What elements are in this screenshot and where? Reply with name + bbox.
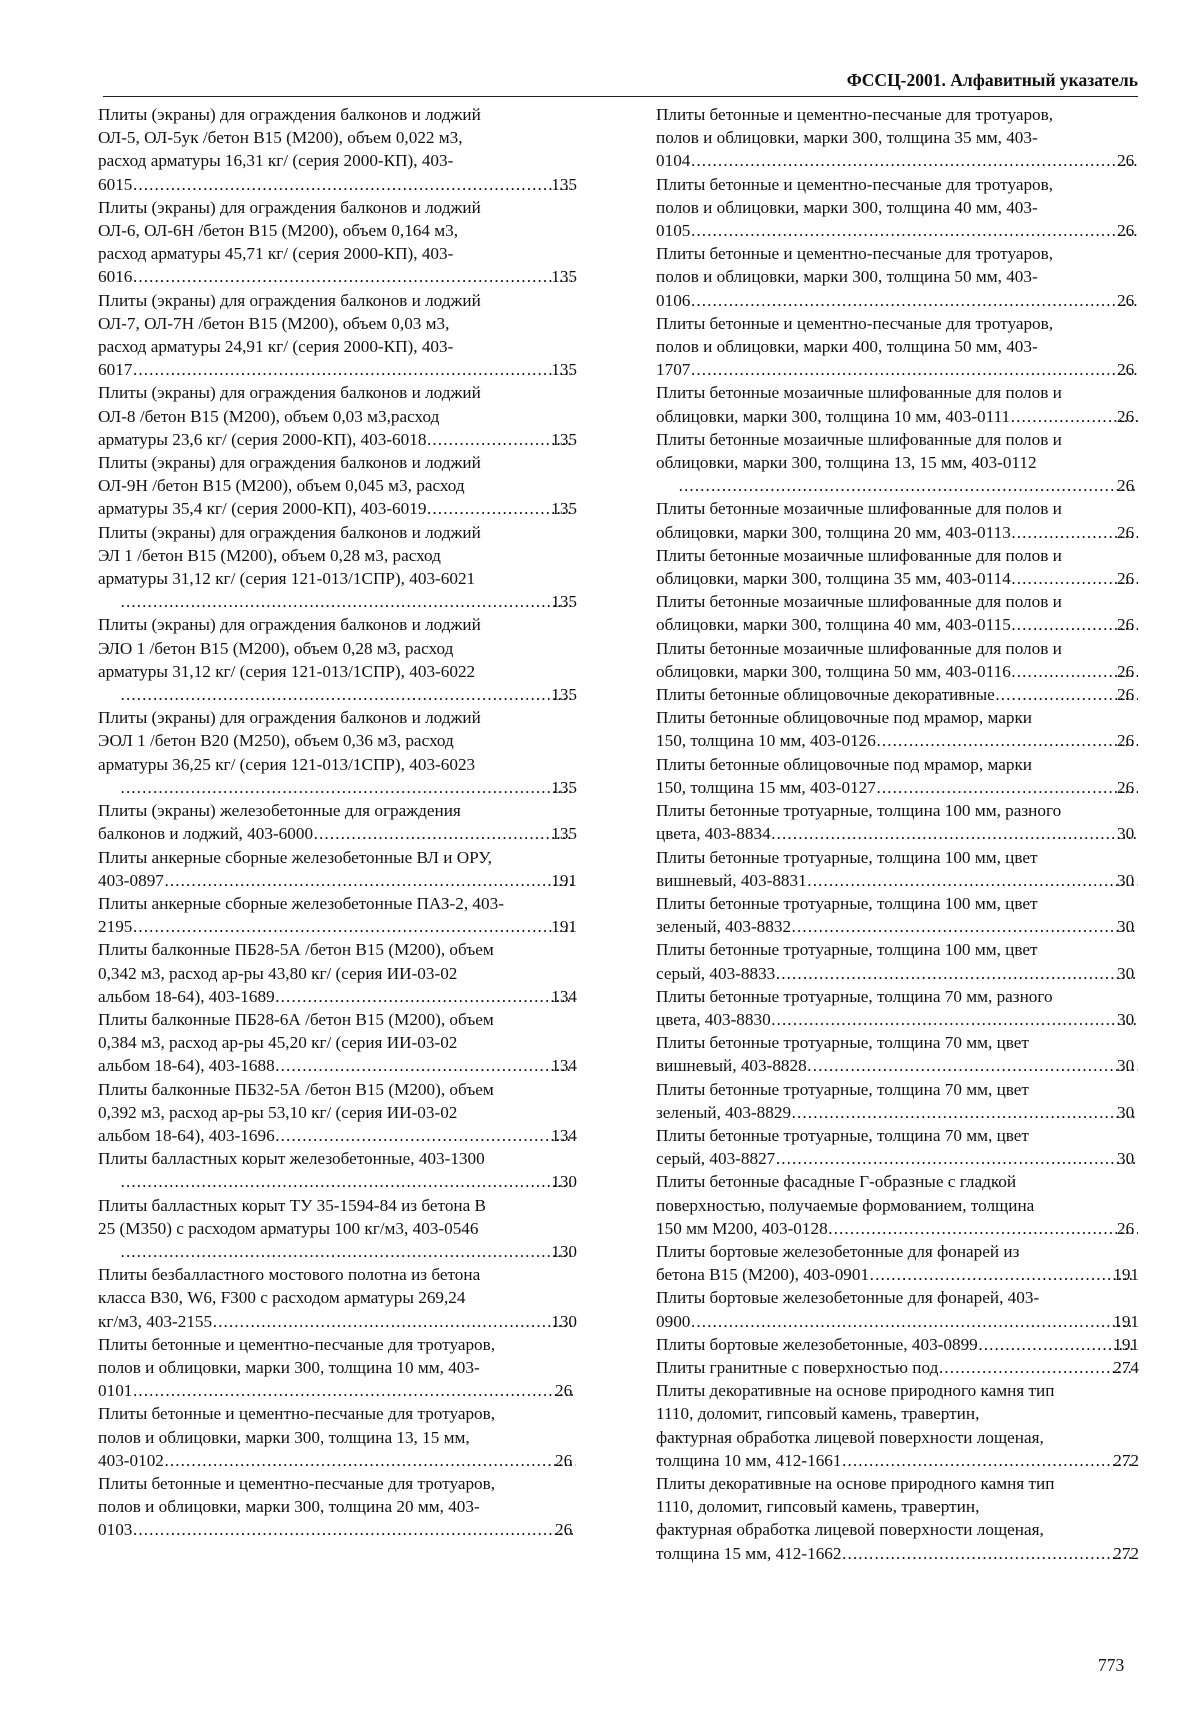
entry-text-line: Плиты бетонные и цементно-песчаные для тротуаров, [656,174,1054,194]
entry-page-ref: 191 [551,870,577,890]
entry-text-line: полов и облицовки, марки 300, толщина 13, 15 мм, [98,1427,470,1447]
entry-text-line: Плиты (экраны) для ограждения балконов и лоджий [98,453,481,473]
entry-leader-line [98,822,577,845]
entry-text-line: Плиты (экраны) для ограждения балконов и лоджий [98,105,481,124]
entry-text-line: Плиты бетонные и цементно-песчаные для тротуаров, [98,1473,496,1493]
entry-tail-text: арматуры 35,4 кг/ (серия 2000-КП), 403-6019 [98,499,427,519]
index-entry [656,753,1139,799]
entry-tail-text: Плиты гранитные с поверхностью под [656,1357,939,1377]
dot-leader [776,962,1138,985]
entry-leader-line [656,1542,1139,1565]
dot-leader [792,915,1138,938]
entry-text-line: фактурная обработка лицевой поверхности лощеная, [656,1427,1044,1447]
entry-text-line: Плиты бетонные мозаичные шлифованные для полов и [656,545,1062,565]
index-entry [656,590,1139,636]
dot-leader [121,683,572,706]
dot-leader [276,1054,573,1077]
entry-text-line: Плиты бетонные и цементно-песчаные для тротуаров, [98,1404,496,1424]
entry-text-line: Плиты анкерные сборные железобетонные ПАЗ-2, 403- [98,893,504,913]
entry-text-line: Плиты бетонные и цементно-песчаные для тротуаров, [656,313,1054,333]
entry-text-line: Плиты бетонные мозаичные шлифованные для полов и [656,638,1062,658]
entry-text-line: 25 (М350) с расходом арматуры 100 кг/м3, 403-0546 [98,1218,479,1238]
dot-leader [939,1356,1134,1379]
entry-leader-line: цвета, 403-8830 . . . 30 [678,1008,1139,1031]
dot-leader [691,358,1138,381]
entry-leader-line [98,985,577,1008]
entry-leader-line: 0101 . . . 26 [120,1379,577,1402]
index-entry [98,381,577,451]
running-title: ФССЦ-2001. Алфавитный указатель [846,70,1138,90]
entry-text-line: полов и облицовки, марки 300, толщина 50 мм, 403- [656,267,1038,287]
entry-text-line: 0,342 м3, расход ар-ры 43,80 кг/ (серия ИИ-03-02 [98,963,458,983]
entry-leader-line: вишневый, 403-8828 . . . 30 [678,1054,1139,1077]
entry-text-line: 0,392 м3, расход ар-ры 53,10 кг/ (серия ИИ-03-02 [98,1102,458,1122]
page-header [103,70,1138,97]
entry-text-line: Плиты бетонные облицовочные под мрамор, марки [656,754,1033,774]
entry-text-line: Плиты (экраны) для ограждения балконов и лоджий [98,615,481,635]
entry-tail-text: серый, 403-8827 [656,1149,776,1169]
entry-tail-text: 0106 [656,290,691,310]
dot-leader [877,729,1138,752]
index-entry [656,1472,1139,1565]
entry-leader-line [120,683,577,706]
index-entry [98,1194,577,1264]
entry-page-ref: 274 [1113,1357,1139,1377]
entry-tail-text: 150, толщина 15 мм, 403-0127 [656,777,876,797]
index-entry [656,938,1139,984]
dot-leader [877,776,1138,799]
entry-text-line: Плиты (экраны) для ограждения балконов и лоджий [98,290,481,310]
entry-text-line: Плиты бетонные облицовочные под мрамор, марки [656,708,1033,728]
index-column-right [656,103,1139,1565]
index-entry [98,451,577,521]
index-entry [656,637,1139,683]
entry-text-line: ЭОЛ 1 /бетон В20 (М250), объем 0,36 м3, расход [98,731,454,751]
entry-tail-text: 6017 [98,360,133,380]
dot-leader [772,822,1138,845]
entry-text-line: Плиты балластных корыт ТУ 35-1594-84 из бетона В [98,1195,487,1215]
entry-tail-text: серый, 403-8833 [656,963,776,983]
entry-text-line: расход арматуры 16,31 кг/ (серия 2000-КП), 403- [98,151,454,171]
dot-leader [870,1263,1134,1286]
dot-leader [314,822,572,845]
dot-leader [133,173,572,196]
entry-text-line: Плиты (экраны) для ограждения балконов и лоджий [98,383,481,403]
entry-leader-line [656,1333,1139,1356]
index-column-left [98,103,577,1542]
dot-leader [276,985,573,1008]
entry-tail-text: кг/м3, 403-2155 [98,1311,213,1331]
index-entry [98,103,577,196]
entry-page-ref: 135 [551,685,577,705]
entry-text-line: полов и облицовки, марки 300, толщина 20 мм, 403- [98,1497,480,1517]
entry-leader-line: 0104 . . . 26 [678,149,1139,172]
index-entry [98,196,577,289]
entry-text-line: Плиты (экраны) для ограждения балконов и лоджий [98,197,481,217]
entry-text-line: облицовки, марки 300, толщина 13, 15 мм, 403-0112 [656,453,1037,473]
index-entry [656,1170,1139,1240]
entry-page-ref: 272 [1113,1543,1139,1563]
entry-tail-text: зеленый, 403-8829 [656,1102,792,1122]
entry-text-line: Плиты бетонные тротуарные, толщина 70 мм, цвет [656,1125,1029,1145]
entry-leader-line: облицовки, марки 300, толщина 35 мм, 403-0114 . . . 26 [678,567,1139,590]
entry-text-line: Плиты бетонные мозаичные шлифованные для полов и [656,383,1062,403]
index-entry [98,799,577,845]
entry-tail-text: 150 мм М200, 403-0128 [656,1218,828,1238]
entry-text-line: Плиты бетонные и цементно-песчаные для тротуаров, [656,105,1054,124]
entry-text-line: арматуры 36,25 кг/ (серия 121-013/1СПР), 403-6023 [98,754,476,774]
entry-tail-text: 1707 [656,360,691,380]
entry-text-line: Плиты бортовые железобетонные для фонарей, 403- [656,1288,1040,1308]
index-entry [656,312,1139,382]
entry-text-line: ОЛ-6, ОЛ-6Н /бетон В15 (М200), объем 0,164 м3, [98,221,459,241]
entry-tail-text: 0900 [656,1311,691,1331]
index-entry [656,428,1139,498]
index-entry [656,1240,1139,1286]
entry-tail-text: бетона В15 (М200), 403-0901 [656,1265,870,1285]
dot-leader [691,149,1138,172]
index-entry [656,103,1139,173]
entry-leader-line [656,1356,1139,1379]
entry-text-line: ОЛ-5, ОЛ-5ук /бетон В15 (М200), объем 0,022 м3, [98,128,463,148]
entry-text-line: Плиты бетонные тротуарные, толщина 100 мм, разного [656,801,1062,821]
entry-tail-text: 0101 [98,1381,133,1401]
index-entry [656,799,1139,845]
entry-text-line: 1110, доломит, гипсовый камень, травертин, [656,1404,980,1424]
entry-text-line: Плиты бетонные мозаичные шлифованные для полов и [656,499,1062,519]
entry-tail-text: вишневый, 403-8828 [656,1056,807,1076]
entry-text-line: ЭЛО 1 /бетон В15 (М200), объем 0,28 м3, расход [98,638,454,658]
index-entry [656,242,1139,312]
entry-leader-line: 150, толщина 15 мм, 403-0127 . . . 26 [678,776,1139,799]
entry-leader-line [98,173,577,196]
dot-leader [165,1449,576,1472]
entry-tail-text: альбом 18-64), 403-1689 [98,986,275,1006]
index-entry [98,892,577,938]
entry-leader-line: 0103 . . . 26 [120,1518,577,1541]
entry-tail-text: 6016 [98,267,133,287]
entry-tail-text: толщина 15 мм, 412-1662 [656,1543,842,1563]
index-entry [656,1031,1139,1077]
entry-page-ref: 191 [1113,1265,1139,1285]
entry-text-line: ЭЛ 1 /бетон В15 (М200), объем 0,28 м3, расход [98,545,441,565]
entry-text-line: расход арматуры 24,91 кг/ (серия 2000-КП), 403- [98,337,454,357]
entry-text-line: Плиты декоративные на основе природного камня тип [656,1381,1055,1401]
entry-leader-line: облицовки, марки 300, толщина 50 мм, 403-0116 . . . 26 [678,660,1139,683]
entry-text-line: Плиты бетонные и цементно-песчаные для тротуаров, [98,1334,496,1354]
dot-leader [843,1542,1135,1565]
index-entry [98,1472,577,1542]
dot-leader [133,915,572,938]
entry-tail-text: арматуры 23,6 кг/ (серия 2000-КП), 403-6018 [98,429,427,449]
index-entry [98,706,577,799]
entry-page-ref: 134 [551,1125,577,1145]
entry-leader-line: серый, 403-8833 . . . 30 [678,962,1139,985]
entry-leader-line: Плиты бетонные облицовочные декоративные . . . 26 [678,683,1139,706]
entry-page-ref: 135 [551,592,577,612]
entry-page-ref: 134 [551,1056,577,1076]
entry-page-ref: 135 [551,267,577,287]
entry-page-ref: 272 [1113,1450,1139,1470]
entry-leader-line [98,1054,577,1077]
index-entry [656,381,1139,427]
entry-leader-line [656,1449,1139,1472]
index-entry [98,613,577,706]
entry-tail-text: Плиты бортовые железобетонные, 403-0899 [656,1334,978,1354]
entry-text-line: поверхностью, получаемые формованием, толщина [656,1195,1035,1215]
entry-leader-line: облицовки, марки 300, толщина 40 мм, 403-0115 . . . 26 [678,613,1139,636]
entry-text-line: Плиты бетонные фасадные Г-образные с гладкой [656,1172,1017,1192]
entry-tail-text: зеленый, 403-8832 [656,917,792,937]
entry-tail-text: цвета, 403-8834 [656,824,771,844]
index-entry [656,706,1139,752]
index-entry [98,1008,577,1078]
dot-leader [808,1054,1138,1077]
entry-leader-line: облицовки, марки 300, толщина 20 мм, 403-0113 . . . 26 [678,521,1139,544]
index-entry [98,1078,577,1148]
dot-leader [691,289,1138,312]
dot-leader [679,474,1138,497]
entry-tail-text: 0104 [656,151,691,171]
entry-leader-line: зеленый, 403-8829 . . . 30 [678,1101,1139,1124]
entry-text-line: Плиты (экраны) для ограждения балконов и лоджий [98,522,481,542]
index-entry [98,521,577,614]
dot-leader [133,1518,576,1541]
entry-leader-line: 150 мм М200, 403-0128 . . . 26 [678,1217,1139,1240]
entry-text-line: арматуры 31,12 кг/ (серия 121-013/1СПР), 403-6022 [98,661,476,681]
dot-leader [691,1310,1134,1333]
entry-tail-text: 6015 [98,174,133,194]
entry-leader-line: 0106 . . . 26 [678,289,1139,312]
dot-leader [776,1147,1138,1170]
entry-text-line: полов и облицовки, марки 300, толщина 40 мм, 403- [656,197,1038,217]
index-entry [656,497,1139,543]
dot-leader [213,1310,572,1333]
entry-leader-line [98,915,577,938]
dot-leader [843,1449,1135,1472]
dot-leader [133,358,572,381]
entry-leader-line [98,497,577,520]
entry-leader-line [120,1240,577,1263]
entry-page-ref: 134 [551,986,577,1006]
index-entry [98,289,577,382]
dot-leader [276,1124,573,1147]
index-entry [656,985,1139,1031]
entry-text-line: Плиты бетонные тротуарные, толщина 100 мм, цвет [656,893,1038,913]
entry-text-line: Плиты безбалластного мостового полотна из бетона [98,1265,481,1285]
entry-text-line: расход арматуры 45,71 кг/ (серия 2000-КП), 403- [98,244,454,264]
entry-text-line: Плиты бетонные тротуарные, толщина 100 мм, цвет [656,847,1038,867]
dot-leader [691,219,1138,242]
entry-leader-line [120,1170,577,1193]
index-entry [656,544,1139,590]
index-entry [656,173,1139,243]
entry-leader-line: 1707 . . . 26 [678,358,1139,381]
dot-leader [165,869,572,892]
entry-text-line: Плиты бетонные тротуарные, толщина 100 мм, цвет [656,940,1038,960]
index-entry [656,892,1139,938]
index-entry [98,1263,577,1333]
entry-tail-text: облицовки, марки 300, толщина 10 мм, 403-0111 [656,406,1011,426]
entry-tail-text: вишневый, 403-8831 [656,870,807,890]
entry-tail-text: Плиты бетонные облицовочные декоративные [656,685,995,705]
entry-page-ref: 130 [551,1241,577,1261]
entry-text-line: Плиты анкерные сборные железобетонные ВЛ и ОРУ, [98,847,492,867]
dot-leader [133,265,572,288]
entry-text-line: Плиты балконные ПБ28-5А /бетон В15 (М200), объем [98,940,494,960]
entry-text-line: ОЛ-9Н /бетон В15 (М200), объем 0,045 м3, расход [98,476,465,496]
index-entry [656,1356,1139,1379]
entry-text-line: Плиты бетонные мозаичные шлифованные для полов и [656,429,1062,449]
dot-leader [979,1333,1134,1356]
dot-leader [121,590,572,613]
index-entry [98,1147,577,1193]
dot-leader [808,869,1138,892]
index-entry [656,1124,1139,1170]
entry-leader-line: 403-0102 . . . 26 [120,1449,577,1472]
entry-tail-text: балконов и лоджий, 403-6000 [98,824,314,844]
index-entry [656,1333,1139,1356]
dot-leader [772,1008,1138,1031]
entry-text-line: арматуры 31,12 кг/ (серия 121-013/1СПР), 403-6021 [98,569,476,589]
entry-text-line: Плиты бетонные тротуарные, толщина 70 мм, разного [656,986,1053,1006]
entry-tail-text: 403-0897 [98,870,164,890]
entry-tail-text: цвета, 403-8830 [656,1009,771,1029]
entry-text-line: Плиты (экраны) железобетонные для ограждения [98,801,461,821]
entry-tail-text: облицовки, марки 300, толщина 35 мм, 403-0114 [656,569,1011,589]
index-entry [98,1333,577,1403]
entry-page-ref: 135 [551,499,577,519]
entry-text-line: ОЛ-7, ОЛ-7Н /бетон В15 (М200), объем 0,03 м3, [98,313,450,333]
entry-leader-line [98,1310,577,1333]
entry-tail-text: облицовки, марки 300, толщина 40 мм, 403-0115 [656,615,1011,635]
dot-leader [829,1217,1138,1240]
entry-page-ref: 191 [1113,1334,1139,1354]
index-entry [98,1402,577,1472]
dot-leader [133,1379,576,1402]
entry-text-line: Плиты бортовые железобетонные для фонарей из [656,1241,1020,1261]
entry-text-line: Плиты балластных корыт железобетонные, 403-1300 [98,1149,485,1169]
entry-page-ref: 191 [551,917,577,937]
entry-leader-line: 0105 . . . 26 [678,219,1139,242]
entry-tail-text: 2195 [98,917,133,937]
entry-text-line: полов и облицовки, марки 400, толщина 50 мм, 403- [656,337,1038,357]
entry-tail-text: 403-0102 [98,1450,164,1470]
index-entry [656,683,1139,706]
entry-page-ref: 135 [551,777,577,797]
entry-leader-line [120,776,577,799]
dot-leader [121,1240,572,1263]
entry-text-line: Плиты бетонные мозаичные шлифованные для полов и [656,592,1062,612]
index-entry [98,938,577,1008]
entry-text-line: Плиты бетонные тротуарные, толщина 70 мм, цвет [656,1033,1029,1053]
entry-page-ref: 135 [551,824,577,844]
entry-leader-line: облицовки, марки 300, толщина 10 мм, 403-0111 . . . 26 [678,405,1139,428]
entry-tail-text: облицовки, марки 300, толщина 20 мм, 403-0113 [656,522,1011,542]
entry-page-ref: 191 [1113,1311,1139,1331]
entry-tail-text: 150, толщина 10 мм, 403-0126 [656,731,876,751]
entry-text-line: Плиты декоративные на основе природного камня тип [656,1473,1055,1493]
entry-text-line: класса В30, W6, F300 с расходом арматуры 269,24 [98,1288,466,1308]
entry-leader-line [98,1124,577,1147]
entry-page-ref: 135 [551,360,577,380]
index-entry [656,1078,1139,1124]
entry-tail-text: толщина 10 мм, 412-1661 [656,1450,842,1470]
entry-leader-line [98,428,577,451]
entry-leader-line: 150, толщина 10 мм, 403-0126 . . . 26 [678,729,1139,752]
entry-text-line: Плиты балконные ПБ32-5А /бетон В15 (М200), объем [98,1079,494,1099]
entry-tail-text: 0103 [98,1520,133,1540]
entry-tail-text: альбом 18-64), 403-1688 [98,1056,275,1076]
entry-page-ref: 130 [551,1311,577,1331]
entry-text-line: Плиты бетонные тротуарные, толщина 70 мм, цвет [656,1079,1029,1099]
index-entry [656,846,1139,892]
entry-leader-line: . . . 26 [678,474,1139,497]
index-entry [656,1379,1139,1472]
entry-text-line: фактурная обработка лицевой поверхности лощеная, [656,1520,1044,1540]
entry-page-ref: 135 [551,174,577,194]
entry-leader-line [120,590,577,613]
entry-text-line: 0,384 м3, расход ар-ры 45,20 кг/ (серия ИИ-03-02 [98,1033,458,1053]
page-number: 773 [1098,1655,1125,1675]
entry-tail-text: альбом 18-64), 403-1696 [98,1125,275,1145]
entry-leader-line [98,869,577,892]
index-entry [656,1286,1139,1332]
entry-leader-line [656,1310,1139,1333]
entry-leader-line [656,1263,1139,1286]
dot-leader [792,1101,1138,1124]
dot-leader [121,776,572,799]
index-entry [98,846,577,892]
entry-page-ref: 130 [551,1172,577,1192]
dot-leader [121,1170,572,1193]
entry-text-line: ОЛ-8 /бетон В15 (М200), объем 0,03 м3,расход [98,406,440,426]
entry-leader-line: зеленый, 403-8832 . . . 30 [678,915,1139,938]
entry-text-line: полов и облицовки, марки 300, толщина 35 мм, 403- [656,128,1038,148]
entry-text-line: Плиты балконные ПБ28-6А /бетон В15 (М200), объем [98,1009,494,1029]
entry-text-line: полов и облицовки, марки 300, толщина 10 мм, 403- [98,1357,480,1377]
entry-leader-line: серый, 403-8827 . . . 30 [678,1147,1139,1170]
entry-text-line: Плиты бетонные и цементно-песчаные для тротуаров, [656,244,1054,264]
entry-leader-line [98,358,577,381]
entry-leader-line: цвета, 403-8834 . . . 30 [678,822,1139,845]
entry-leader-line: вишневый, 403-8831 . . . 30 [678,869,1139,892]
entry-text-line: Плиты (экраны) для ограждения балконов и лоджий [98,708,481,728]
entry-page-ref: 135 [551,429,577,449]
entry-tail-text: облицовки, марки 300, толщина 50 мм, 403-0116 [656,661,1011,681]
entry-tail-text: 0105 [656,221,691,241]
entry-text-line: 1110, доломит, гипсовый камень, травертин, [656,1497,980,1517]
entry-leader-line [98,265,577,288]
